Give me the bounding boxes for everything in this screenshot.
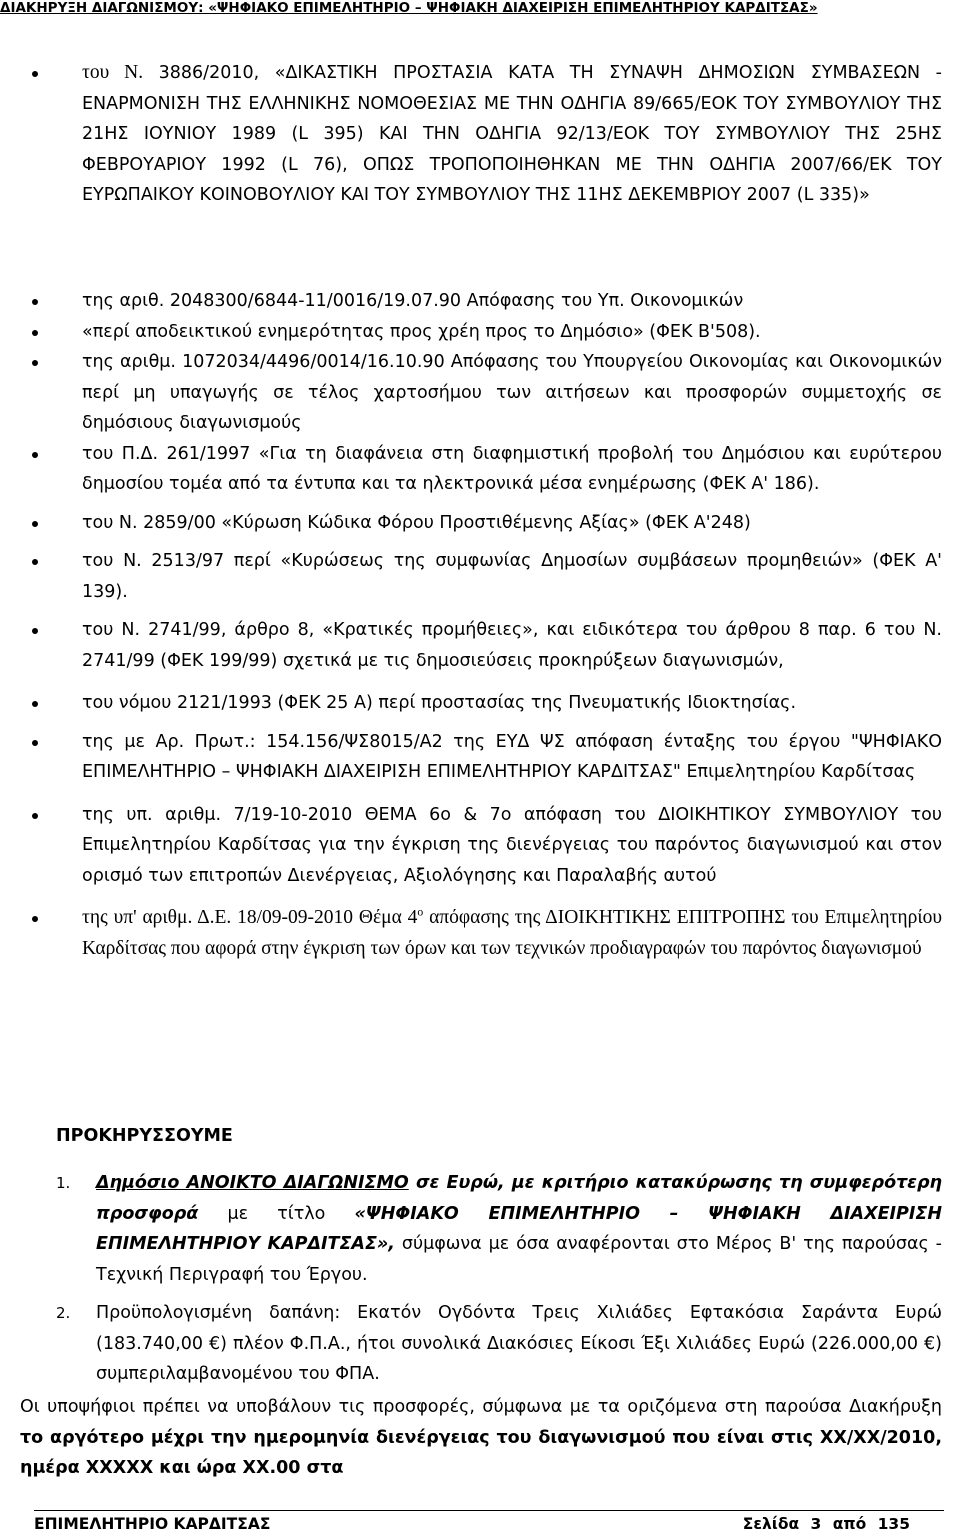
item-text-a: της υπ' αριθμ. Δ.Ε. 18/09-09-2010 Θέμα 4 <box>82 907 418 928</box>
page-number: Σελίδα 3 από 135 <box>742 1515 910 1533</box>
list-item: του Ν. 2513/97 περί «Κυρώσεως της συμφωνίας Δημοσίων συμβάσεων προμηθειών» (ΦΕΚ Α' 139). <box>0 546 960 607</box>
footer-divider <box>34 1510 944 1511</box>
list-item: του Ν. 2859/00 «Κύρωση Κώδικα Φόρου Προστιθέμενης Αξίας» (ΦΕΚ Α'248) <box>0 508 960 539</box>
item-text-b: απόφασης της ΔΙΟΙΚΗΤΙΚΗΣ ΕΠΙΤΡΟΠΗΣ του Επιμελητηρίου Καρδίτσας που αφορά στην έγκριση των όρων και των τεχνικών προδιαγραφών του παρόντος διαγωνισμού <box>82 907 942 959</box>
page-footer <box>34 1514 910 1534</box>
budget-text: Προϋπολογισμένη δαπάνη: Εκατόν Ογδόντα Τρεις Χιλιάδες Εφτακόσια Σαράντα Ευρώ (183.740,00 €) πλέον Φ.Π.Α., ήτοι συνολικά Διακόσιες Είκοσι Έξι Χιλιάδες Ευρώ (226.000,00 €) συμπεριλαμβανομένου του ΦΠΑ. <box>96 1303 942 1384</box>
closing-paragraph <box>20 1392 942 1484</box>
footer-organization: ΕΠΙΜΕΛΗΤΗΡΙΟ ΚΑΡΔΙΤΣΑΣ <box>34 1515 271 1533</box>
legal-basis-list <box>0 286 960 964</box>
legal-basis-list-top <box>0 58 960 211</box>
numbered-item <box>0 1298 960 1390</box>
list-item: της με Αρ. Πρωτ.: 154.156/ΨΣ8015/Α2 της ΕΥΔ ΨΣ απόφαση ένταξης του έργου "ΨΗΦΙΑΚΟ ΕΠΙΜΕΛΗΤΗΡΙΟ – ΨΗΦΙΑΚΗ ΔΙΑΧΕΙΡΙΣΗ ΕΠΙΜΕΛΗΤΗΡΙΟΥ ΚΑΡΔΙΤΣΑΣ" Επιμελητηρίου Καρδίτσας <box>0 727 960 788</box>
page-header: ΔΙΑΚΗΡΥΞΗ ΔΙΑΓΩΝΙΣΜΟΥ: «ΨΗΦΙΑΚΟ ΕΠΙΜΕΛΗΤΗΡΙΟ – ΨΗΦΙΑΚΗ ΔΙΑΧΕΙΡΙΣΗ ΕΠΙΜΕΛΗΤΗΡΙΟΥ ΚΑΡΔΙΤΣΑΣ» <box>0 0 818 16</box>
list-item: της αριθμ. 1072034/4496/0014/16.10.90 Απόφασης του Υπουργείου Οικονομίας και Οικονομικών περί μη υπαγωγής σε τέλος χαρτοσήμου των αιτήσεων και προσφορών συμμετοχής σε δημόσιους διαγωνισμούς <box>0 347 960 439</box>
project-title: «ΨΗΦΙΑΚΟ ΕΠΙΜΕΛΗΤΗΡΙΟ – ΨΗΦΙΑΚΗ ΔΙΑΧΕΙΡΙΣΗ ΕΠΙΜΕΛΗΤΗΡΙΟΥ ΚΑΡΔΙΤΣΑΣ», <box>96 1203 942 1254</box>
closing-plain: Οι υποψήφιοι πρέπει να υποβάλουν τις προσφορές, σύμφωνα με τα οριζόμενα στη παρούσα Διακήρυξη <box>20 1397 942 1417</box>
title-intro: με τίτλο <box>198 1203 355 1224</box>
list-item <box>0 58 960 211</box>
tender-criterion: σε Ευρώ, με κριτήριο κατακύρωσης τη συμφερότερη προσφορά <box>96 1173 942 1224</box>
list-item: του Π.Δ. 261/1997 «Για τη διαφάνεια στη διαφημιστική προβολή του Δημόσιου και ευρύτερου δημοσίου τομέα από τα έντυπα και τα ηλεκτρονικά μέσα ενημέρωσης (ΦΕΚ Α' 186). <box>0 439 960 500</box>
numbered-list <box>0 1168 960 1390</box>
numbered-item <box>0 1168 960 1290</box>
list-item: του νόμου 2121/1993 (ΦΕΚ 25 Α) περί προστασίας της Πνευματικής Ιδιοκτησίας. <box>0 688 960 719</box>
item-lead: του Ν. <box>82 62 144 83</box>
item-text: 3886/2010, «ΔΙΚΑΣΤΙΚΗ ΠΡΟΣΤΑΣΙΑ ΚΑΤΑ ΤΗ ΣΥΝΑΨΗ ΔΗΜΟΣΙΩΝ ΣΥΜΒΑΣΕΩΝ - ΕΝΑΡΜΟΝΙΣΗ ΤΗΣ ΕΛΛΗΝΙΚΗΣ ΝΟΜΟΘΕΣΙΑΣ ΜΕ ΤΗΝ ΟΔΗΓΙΑ 89/665/ΕΟΚ ΤΟΥ ΣΥΜΒΟΥΛΙΟΥ ΤΗΣ 21ΗΣ ΙΟΥΝΙΟΥ 1989 (L 395) ΚΑΙ ΤΗΝ ΟΔΗΓΙΑ 92/13/ΕΟΚ ΤΟΥ ΣΥΜΒΟΥΛΙΟΥ ΤΗΣ 25ΗΣ ΦΕΒΡΟΥΑΡΙΟΥ 1992 (L 76), ΟΠΩΣ ΤΡΟΠΟΠΟΙΗΘΗΚΑΝ ΜΕ ΤΗΝ ΟΔΗΓΙΑ 2007/66/ΕΚ ΤΟΥ ΕΥΡΩΠΑΙΚΟΥ ΚΟΙΝΟΒΟΥΛΙΟΥ ΚΑΙ ΤΟΥ ΣΥΜΒΟΥΛΙΟΥ ΤΗΣ 11ΗΣ ΔΕΚΕΜΒΡΙΟΥ 2007 (L 335)» <box>82 63 942 205</box>
list-item: του Ν. 2741/99, άρθρο 8, «Κρατικές προμήθειες», και ειδικότερα του άρθρου 8 παρ. 6 του Ν. 2741/99 (ΦΕΚ 199/99) σχετικά με τις δημοσιεύσεις προκηρύξεων διαγωνισμών, <box>0 615 960 676</box>
tender-type: Δημόσιο ΑΝΟΙΚΤΟ ΔΙΑΓΩΝΙΣΜΟ <box>96 1173 409 1193</box>
superscript: ο <box>417 905 424 919</box>
item-text: σύμφωνα με όσα αναφέρονται στο Μέρος Β' της παρούσας - Τεχνική Περιγραφή του Έργου. <box>96 1234 942 1285</box>
item-number: 1. <box>56 1174 71 1192</box>
list-item: της αριθ. 2048300/6844-11/0016/19.07.90 Απόφασης του Υπ. Οικονομικών <box>0 286 960 317</box>
item-number: 2. <box>56 1304 71 1322</box>
list-item <box>0 903 960 964</box>
section-heading: ΠΡΟΚΗΡΥΣΣΟΥΜΕ <box>56 1126 233 1146</box>
deadline-text: το αργότερο μέχρι την ημερομηνία διενέργειας του διαγωνισμού που είναι στις ΧΧ/ΧΧ/2010, ημέρα ΧΧΧΧΧ και ώρα ΧΧ.00 στα <box>20 1427 942 1478</box>
list-item: της υπ. αριθμ. 7/19-10-2010 ΘΕΜΑ 6ο & 7ο απόφαση του ΔΙΟΙΚΗΤΙΚΟΥ ΣΥΜΒΟΥΛΙΟΥ του Επιμελητηρίου Καρδίτσας για την έγκριση της διενέργειας του παρόντος διαγωνισμού και στον ορισμό των επιτροπών Διενέργειας, Αξιολόγησης και Παραλαβής αυτού <box>0 800 960 892</box>
list-item: «περί αποδεικτικού ενημερότητας προς χρέη προς το Δημόσιο» (ΦΕΚ Β'508). <box>0 317 960 348</box>
